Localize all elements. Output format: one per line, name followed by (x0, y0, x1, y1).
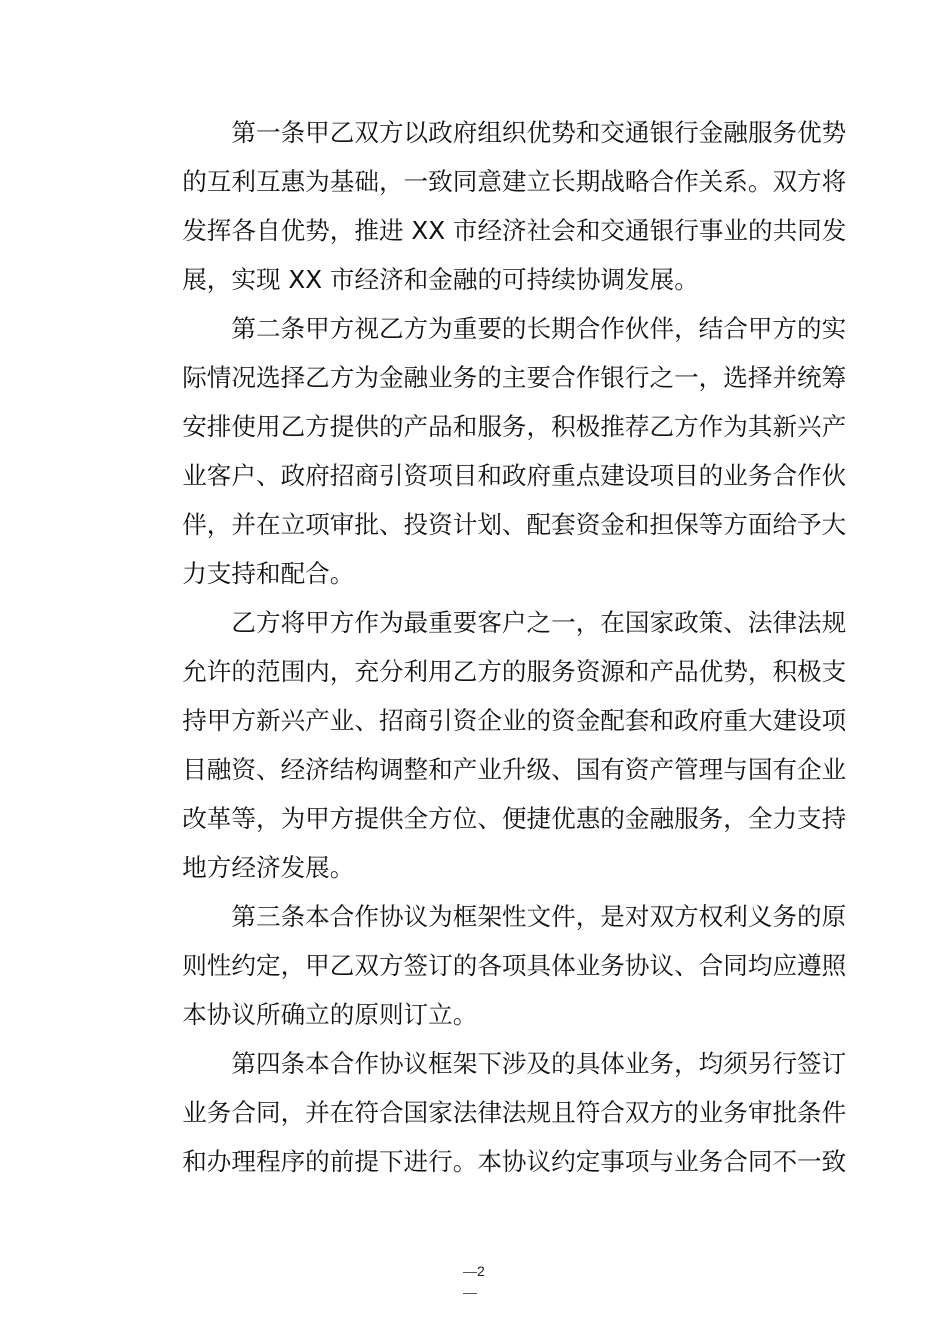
text-line: 力支持和配合。 (182, 559, 355, 588)
page-number-footer (463, 1262, 503, 1301)
text-line: 第二条甲方视乙方为重要的长期合作伙伴，结合甲方的实 (231, 314, 847, 343)
text-line: 伴，并在立项审批、投资计划、配套资金和担保等方面给予大 (182, 510, 847, 539)
text-line: 允许的范围内，充分利用乙方的服务资源和产品优势，积极支 (182, 657, 847, 686)
text-line: 际情况选择乙方为金融业务的主要合作银行之一，选择并统筹 (182, 363, 847, 392)
dash-decoration (463, 1293, 477, 1294)
page-number: 2 (477, 1263, 485, 1279)
text-line: 第一条甲乙双方以政府组织优势和交通银行金融服务优势 (231, 118, 847, 147)
article-4-paragraph (133, 1039, 847, 1186)
text-line: 目融资、经济结构调整和产业升级、国有资产管理与国有企业 (182, 755, 847, 784)
article-2-paragraph (133, 304, 847, 598)
text-line: 发挥各自优势，推进 XX 市经济社会和交通银行事业的共同发 (182, 216, 847, 245)
text-line: 业务合同，并在符合国家法律法规且符合双方的业务审批条件 (182, 1098, 847, 1127)
text-line: 则性约定，甲乙双方签订的各项具体业务协议、合同均应遵照 (182, 951, 847, 980)
text-line: 第四条本合作协议框架下涉及的具体业务，均须另行签订 (231, 1049, 847, 1078)
dash-decoration (463, 1272, 477, 1273)
text-line: 的互利互惠为基础，一致同意建立长期战略合作关系。双方将 (182, 167, 847, 196)
text-line: 乙方将甲方作为最重要客户之一，在国家政策、法律法规 (231, 608, 847, 637)
text-line: 展，实现 XX 市经济和金融的可持续协调发展。 (182, 265, 699, 294)
document-page (133, 108, 847, 1186)
text-line: 改革等，为甲方提供全方位、便捷优惠的金融服务，全力支持 (182, 804, 847, 833)
text-line: 和办理程序的前提下进行。本协议约定事项与业务合同不一致 (182, 1147, 847, 1176)
text-line: 持甲方新兴产业、招商引资企业的资金配套和政府重大建设项 (182, 706, 847, 735)
text-line: 地方经济发展。 (182, 853, 355, 882)
article-3-paragraph (133, 892, 847, 1039)
text-line: 安排使用乙方提供的产品和服务，积极推荐乙方作为其新兴产 (182, 412, 847, 441)
article-1-paragraph (133, 108, 847, 304)
text-line: 第三条本合作协议为框架性文件，是对双方权利义务的原 (231, 902, 847, 931)
text-line: 本协议所确立的原则订立。 (182, 1000, 478, 1029)
text-line: 业客户、政府招商引资项目和政府重点建设项目的业务合作伙 (182, 461, 847, 490)
party-b-commitment-paragraph (133, 598, 847, 892)
